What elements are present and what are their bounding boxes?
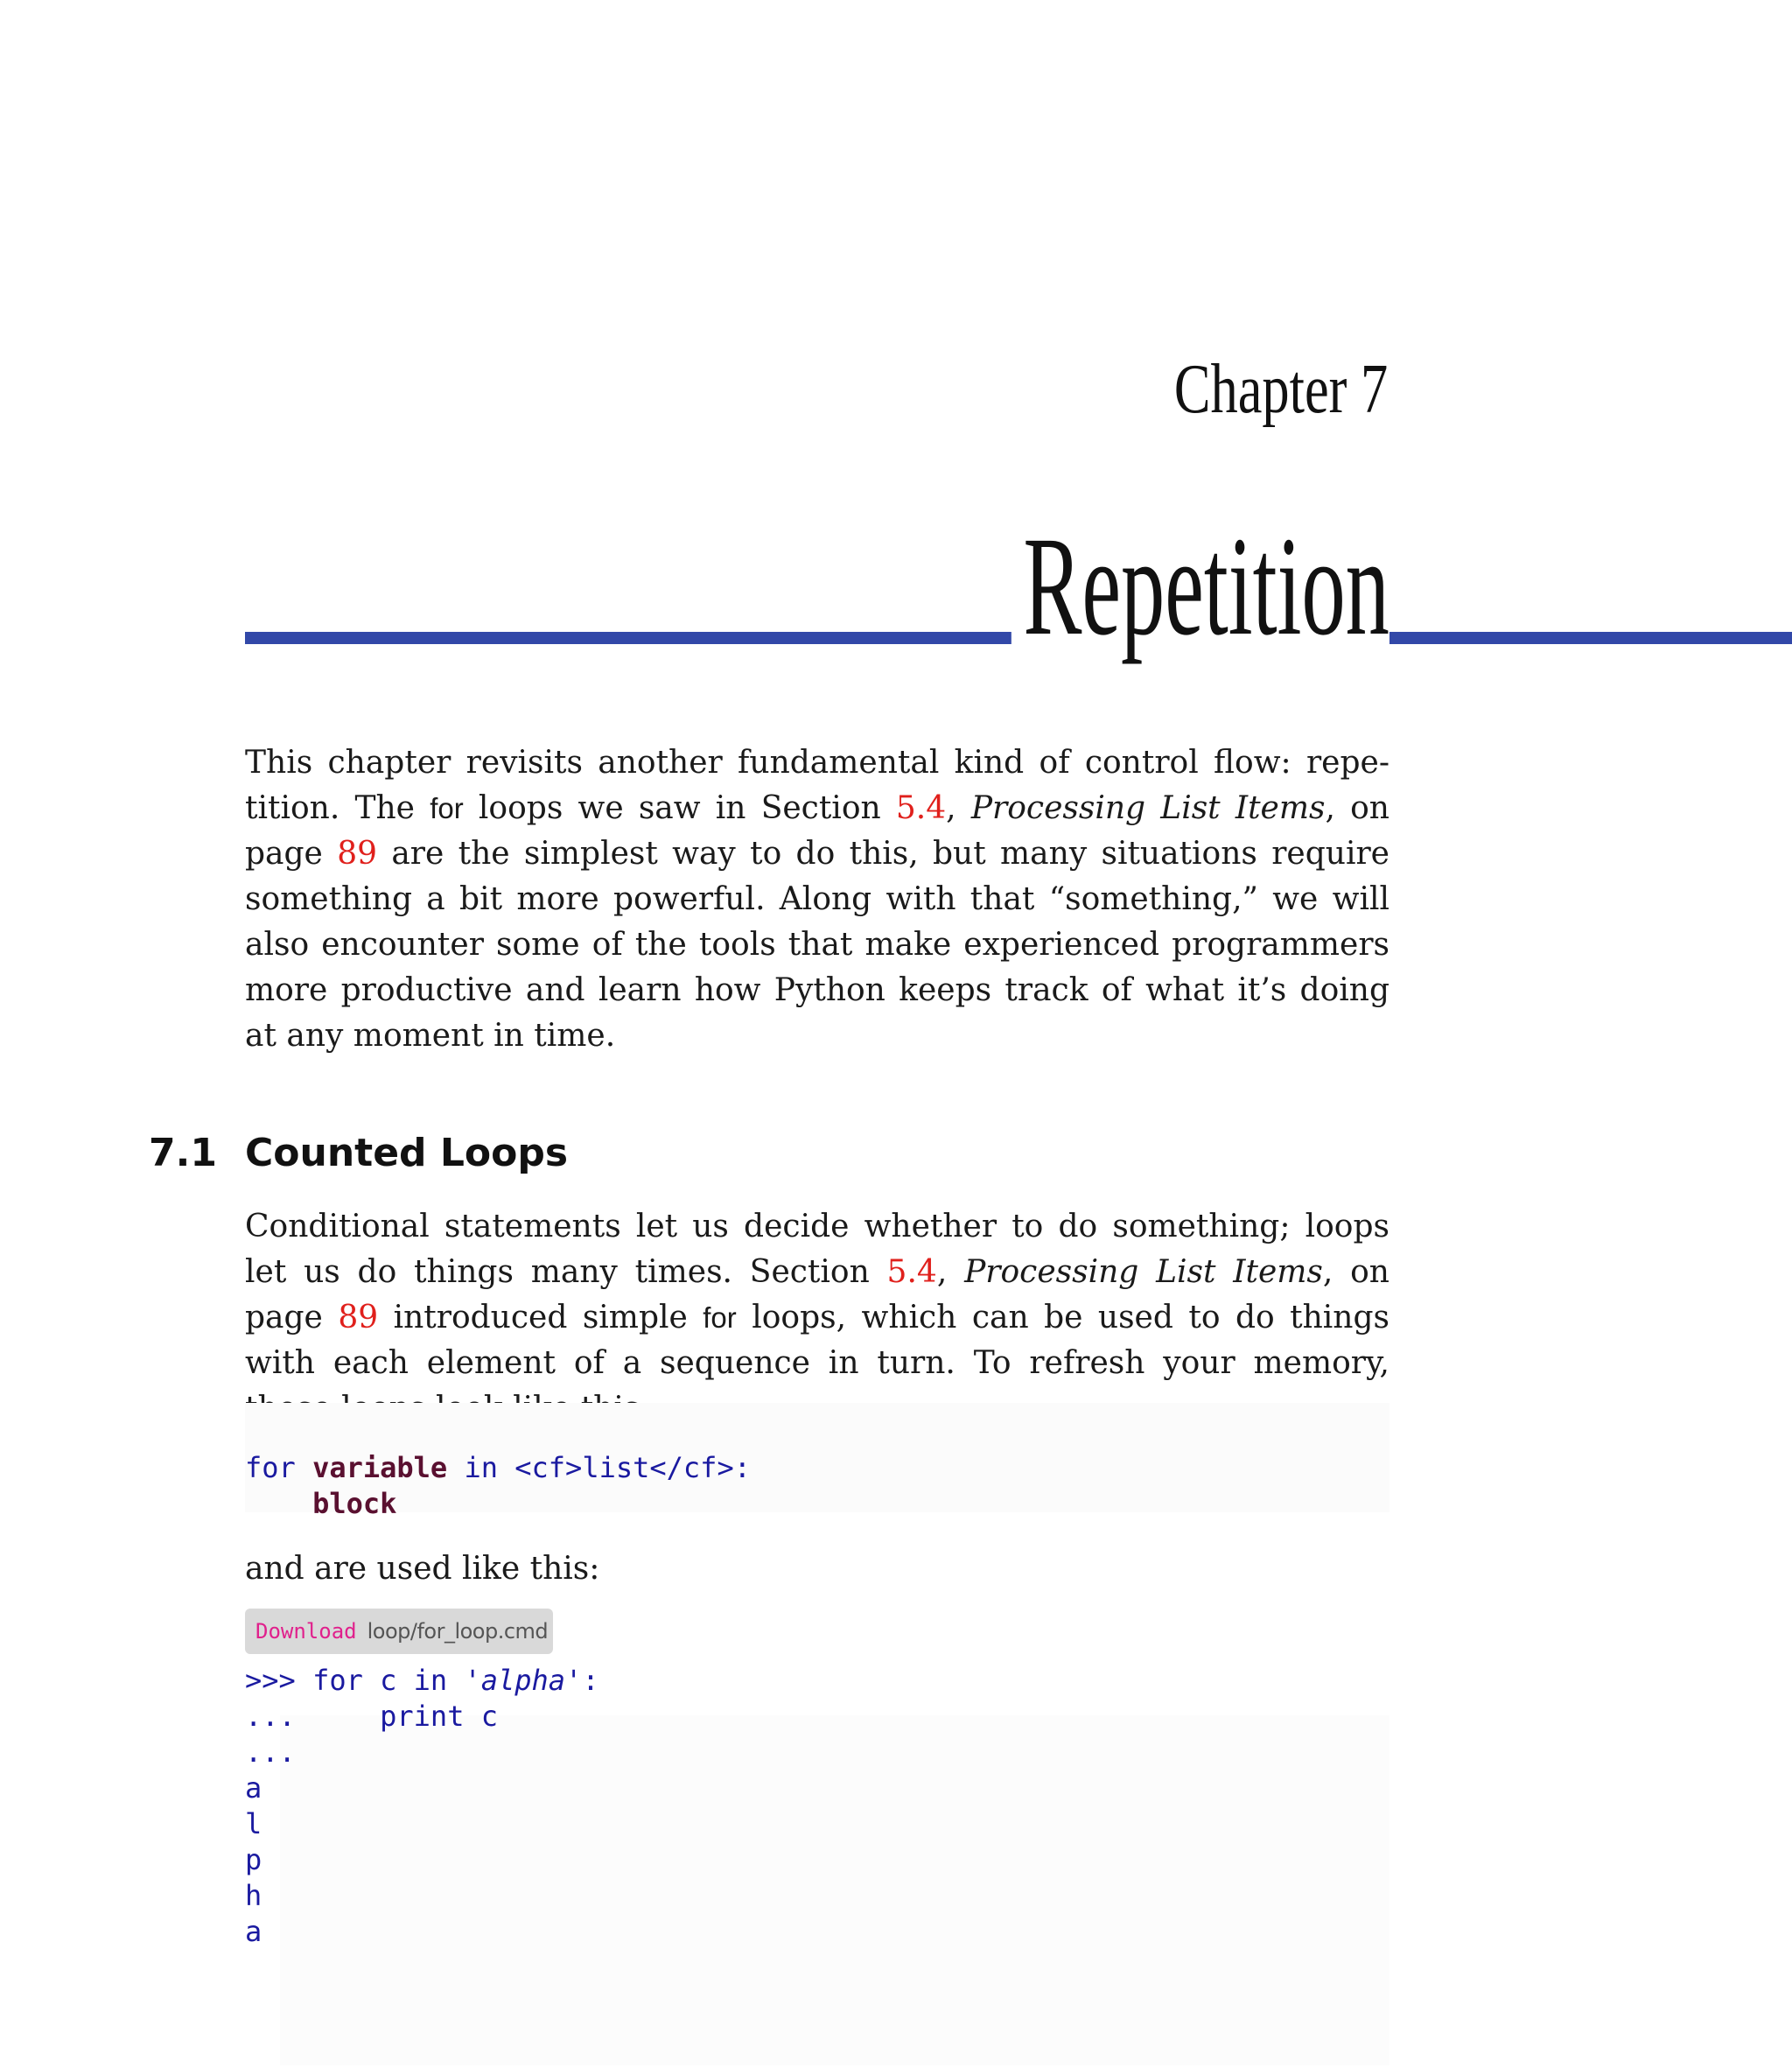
session-string: 'alpha'	[464, 1664, 583, 1697]
session-line: >>> for c in	[245, 1664, 465, 1697]
intro-paragraph: This chapter revisits another fundamental kind of control flow: repe-tition. The for loops we saw in Section 5.4, Processing List Items, on page 89 are the simplest way to do this, but many situations require something a bit more powerful. Along with that “something,” we will also encounter some of the tools that make experienced programmers more productive and learn how Python keeps track of what it’s doing at any moment in time.	[245, 745, 1390, 1054]
page-link[interactable]: 89	[337, 836, 377, 872]
reference-title: Processing List Items	[970, 790, 1326, 826]
section-number: 7.1	[149, 1131, 217, 1175]
session-line: ... print c	[245, 1700, 498, 1733]
session-output: a	[245, 1771, 262, 1805]
section-paragraph: Conditional statements let us decide whether to do something; loops let us do things many times. Section 5.4, Processing List Items, on page 89 introduced simple for loops, which can be used to do things with each element of a sequence in turn. To refresh your memory,	[245, 1209, 1390, 1381]
download-link[interactable]: Download	[256, 1619, 357, 1644]
download-file-path: loop/for_loop.cmd	[367, 1619, 549, 1644]
usage-intro-text: and are used like this:	[245, 1551, 600, 1587]
syntax-code-block: for variable in <cf>list</cf>: block	[245, 1451, 751, 1520]
chapter-title: Repetition	[1012, 516, 1390, 658]
session-output: a	[245, 1915, 262, 1948]
section-link[interactable]: 5.4	[886, 1254, 937, 1290]
session-output: l	[245, 1807, 262, 1840]
session-output: h	[245, 1879, 262, 1912]
download-bar[interactable]	[245, 1609, 553, 1654]
inline-code-for: for	[430, 792, 464, 824]
inline-code-for: for	[703, 1301, 737, 1334]
page-link[interactable]: 89	[338, 1300, 379, 1335]
section-link[interactable]: 5.4	[895, 790, 947, 826]
session-output: p	[245, 1843, 262, 1876]
section-heading	[149, 1129, 568, 1178]
reference-title: Processing List Items	[964, 1254, 1323, 1290]
section-title: Counted Loops	[245, 1131, 569, 1175]
interactive-session: >>> for c in 'alpha': ... print c ... a l p h a	[245, 1664, 599, 1948]
chapter-label: Chapter 7	[1173, 351, 1388, 428]
session-line: ...	[245, 1735, 296, 1769]
